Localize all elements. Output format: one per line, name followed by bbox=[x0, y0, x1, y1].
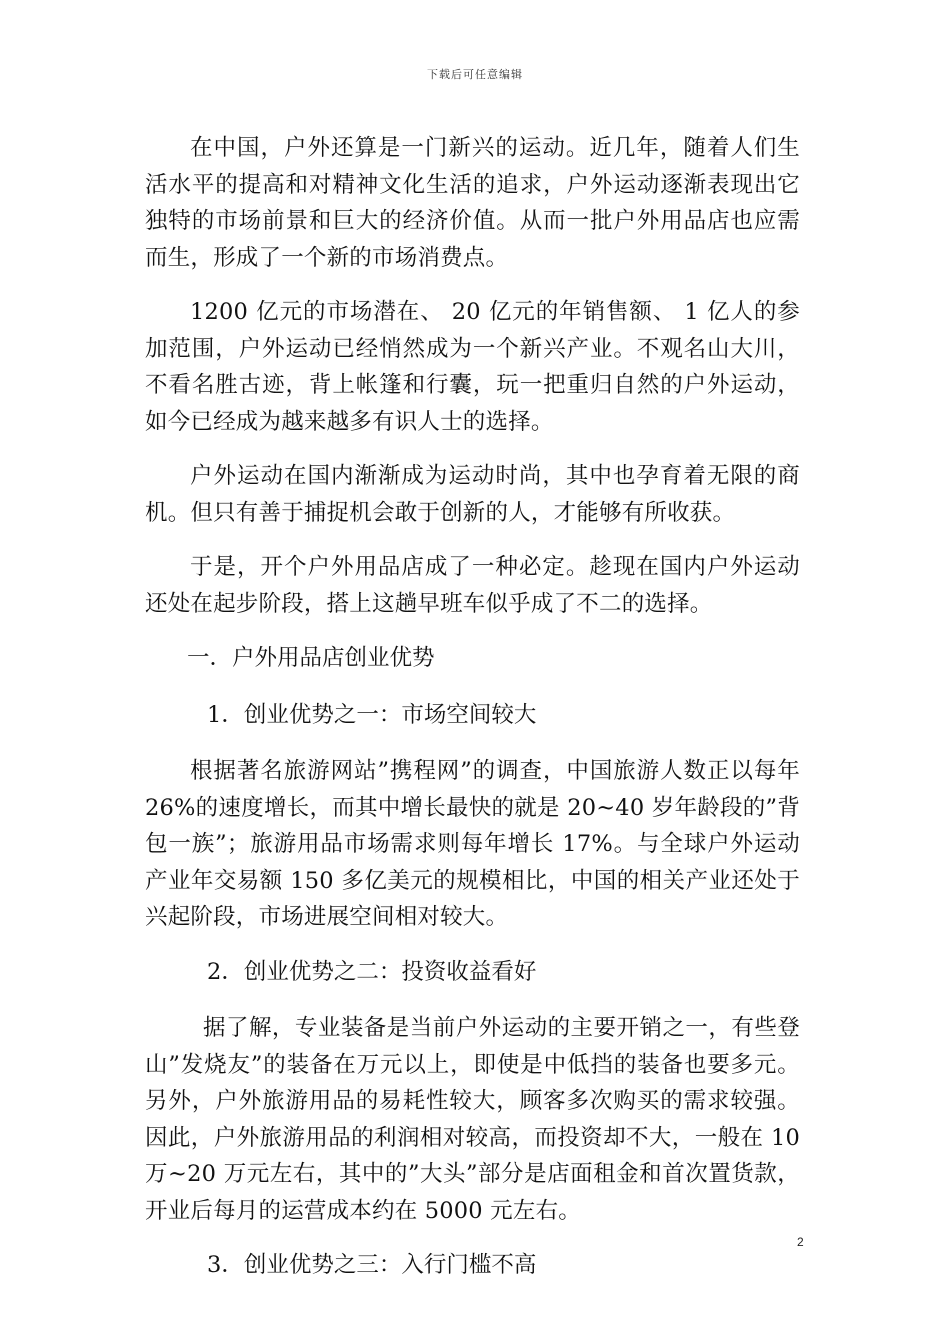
paragraph-market-size: 1200 亿元的市场潜在、 20 亿元的年销售额、 1 亿人的参加范围，户外运动已经悄然成为一个新兴产业。不观名山大川，不看名胜古迹，背上帐篷和行囊，玩一把重归自然的户外运动，如今已经成为越来越多有识人士的选择。 bbox=[145, 299, 800, 435]
section-heading-advantages: 一．户外用品店创业优势 bbox=[187, 645, 435, 671]
paragraph-decision: 于是，开个户外用品店成了一种必定。趁现在国内户外运动还处在起步阶段，搭上这趟早班车似乎成了不二的选择。 bbox=[145, 554, 800, 617]
subheading-market-space: 1．创业优势之一：市场空间较大 bbox=[207, 701, 537, 728]
subheading-entry-barrier: 3．创业优势之三：入行门槛不高 bbox=[207, 1252, 537, 1278]
paragraph-intro: 在中国，户外还算是一门新兴的运动。近几年，随着人们生活水平的提高和对精神文化生活的追求，户外运动逐渐表现出它独特的市场前景和巨大的经济价值。从而一批户外用品店也应需而生，形成了一个新的市场消费点。 bbox=[145, 135, 800, 271]
subheading-investment-return: 2．创业优势之二：投资收益看好 bbox=[207, 958, 537, 985]
paragraph-investment-return: 据了解，专业装备是当前户外运动的主要开销之一，有些登山”发烧友”的装备在万元以上，即使是中低挡的装备也要多元。另外，户外旅游用品的易耗性较大，顾客多次购买的需求较强。因此，户外旅游用品的利润相对较高，而投资却不大，一般在 10 万~20 万元左右，其中的”大头”部分是店面租金和首次置货款，开业后每月的运营成本约在 5000 元左右。 bbox=[145, 1015, 800, 1224]
page-header-note: 下载后可任意编辑 bbox=[427, 68, 523, 81]
page-number: 2 bbox=[797, 1235, 804, 1249]
paragraph-business-opportunity: 户外运动在国内渐渐成为运动时尚，其中也孕育着无限的商机。但只有善于捕捉机会敢于创新的人，才能够有所收获。 bbox=[145, 463, 800, 526]
document-body bbox=[145, 130, 800, 1304]
paragraph-market-space: 根据著名旅游网站”携程网”的调查，中国旅游人数正以每年 26%的速度增长，而其中增长最快的就是 20~40 岁年龄段的”背包一族”；旅游用品市场需求则每年增长 17%。与全球户外运动产业年交易额 150 多亿美元的规模相比，中国的相关产业还处于兴起阶段，市场进展空间相对较大。 bbox=[145, 758, 800, 930]
